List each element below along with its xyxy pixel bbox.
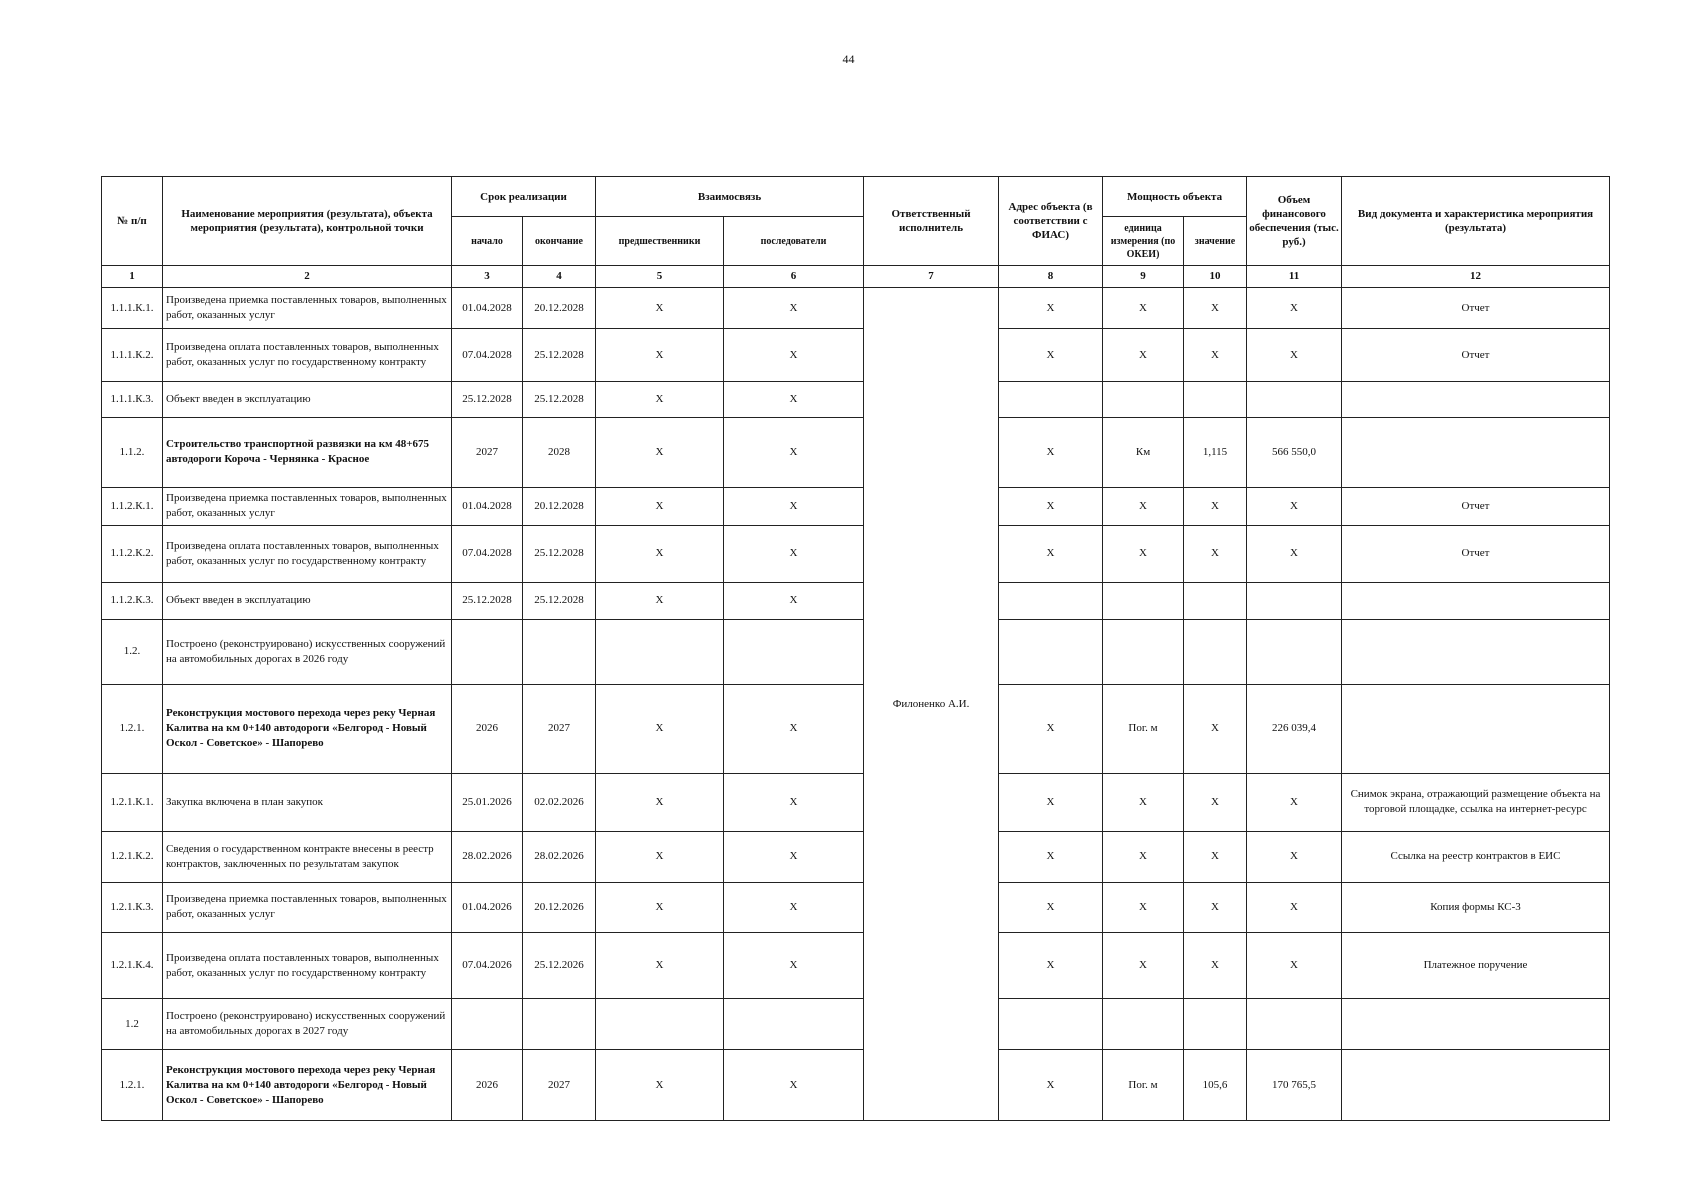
row-value: X	[1184, 328, 1247, 382]
row-end: 20.12.2026	[523, 883, 596, 933]
row-successors: X	[724, 328, 864, 382]
row-number: 1.2.1.К.1.	[102, 773, 163, 831]
row-number: 1.2.1.К.2.	[102, 831, 163, 883]
row-unit: X	[1103, 883, 1184, 933]
row-number: 1.1.1.К.3.	[102, 382, 163, 417]
table-row	[102, 932, 1610, 999]
row-start: 01.04.2026	[452, 883, 523, 933]
column-number: 12	[1342, 266, 1610, 288]
column-number: 9	[1103, 266, 1184, 288]
row-name: Строительство транспортной развязки на км 48+675 автодороги Короча - Чернянка - Красное	[163, 417, 452, 487]
row-finance: X	[1247, 831, 1342, 883]
row-number: 1.1.1.К.2.	[102, 328, 163, 382]
row-value	[1184, 620, 1247, 685]
row-unit	[1103, 620, 1184, 685]
row-value: X	[1184, 883, 1247, 933]
row-start: 25.12.2028	[452, 582, 523, 619]
row-successors: X	[724, 684, 864, 773]
column-number: 5	[596, 266, 724, 288]
row-finance: X	[1247, 487, 1342, 525]
row-address	[999, 382, 1103, 417]
row-end: 25.12.2028	[523, 582, 596, 619]
table-row	[102, 773, 1610, 831]
row-successors: X	[724, 382, 864, 417]
row-address	[999, 582, 1103, 619]
header-link-group: Взаимосвязь	[596, 177, 864, 217]
row-start: 01.04.2028	[452, 288, 523, 328]
row-predecessors: X	[596, 288, 724, 328]
row-name: Сведения о государственном контракте внесены в реестр контрактов, заключенных по результатам закупок	[163, 831, 452, 883]
column-number: 8	[999, 266, 1103, 288]
row-doc-type	[1342, 999, 1610, 1050]
table-row	[102, 487, 1610, 525]
row-successors: X	[724, 1050, 864, 1121]
row-name: Произведена оплата поставленных товаров, выполненных работ, оказанных услуг по государственному контракту	[163, 932, 452, 999]
table-row	[102, 999, 1610, 1050]
row-address: X	[999, 1050, 1103, 1121]
row-number: 1.2	[102, 999, 163, 1050]
row-doc-type: Копия формы КС-3	[1342, 883, 1610, 933]
row-unit: X	[1103, 487, 1184, 525]
row-address: X	[999, 487, 1103, 525]
header-start: начало	[452, 217, 523, 266]
row-finance: X	[1247, 288, 1342, 328]
page-number: 44	[842, 52, 855, 66]
header-executor: Ответственный исполнитель	[864, 177, 999, 266]
header-capacity-group: Мощность объекта	[1103, 177, 1247, 217]
row-start: 2026	[452, 1050, 523, 1121]
row-start: 25.01.2026	[452, 773, 523, 831]
row-predecessors: X	[596, 417, 724, 487]
row-name: Реконструкция мостового перехода через реку Черная Калитва на км 0+140 автодороги «Белгород - Новый Оскол - Советское» - Шапорево	[163, 684, 452, 773]
row-number: 1.2.	[102, 620, 163, 685]
row-value: 105,6	[1184, 1050, 1247, 1121]
table-row	[102, 831, 1610, 883]
table-row	[102, 1050, 1610, 1121]
column-number: 4	[523, 266, 596, 288]
table-row	[102, 382, 1610, 417]
row-end: 20.12.2028	[523, 288, 596, 328]
row-predecessors: X	[596, 831, 724, 883]
row-finance	[1247, 620, 1342, 685]
executor-cell: Филоненко А.И.	[864, 288, 999, 1121]
row-finance: X	[1247, 932, 1342, 999]
row-value: X	[1184, 831, 1247, 883]
row-successors: X	[724, 526, 864, 583]
row-successors: X	[724, 932, 864, 999]
column-number: 3	[452, 266, 523, 288]
row-unit: X	[1103, 288, 1184, 328]
row-number: 1.2.1.	[102, 684, 163, 773]
row-doc-type: Отчет	[1342, 526, 1610, 583]
row-finance: X	[1247, 328, 1342, 382]
header-value: значение	[1184, 217, 1247, 266]
header-row-1	[102, 177, 1610, 217]
row-finance: X	[1247, 526, 1342, 583]
row-unit: Пог. м	[1103, 684, 1184, 773]
row-unit: X	[1103, 831, 1184, 883]
row-start	[452, 620, 523, 685]
row-address: X	[999, 328, 1103, 382]
row-finance	[1247, 382, 1342, 417]
row-unit: X	[1103, 932, 1184, 999]
row-name: Произведена приемка поставленных товаров, выполненных работ, оказанных услуг	[163, 288, 452, 328]
row-finance: X	[1247, 773, 1342, 831]
row-end	[523, 999, 596, 1050]
row-value: X	[1184, 773, 1247, 831]
row-start	[452, 999, 523, 1050]
row-finance: 170 765,5	[1247, 1050, 1342, 1121]
row-predecessors	[596, 999, 724, 1050]
row-finance	[1247, 582, 1342, 619]
row-number: 1.2.1.К.4.	[102, 932, 163, 999]
header-number: № п/п	[102, 177, 163, 266]
row-value: 1,115	[1184, 417, 1247, 487]
row-number: 1.2.1.К.3.	[102, 883, 163, 933]
row-unit	[1103, 999, 1184, 1050]
row-successors: X	[724, 883, 864, 933]
row-predecessors	[596, 620, 724, 685]
header-term-group: Срок реализации	[452, 177, 596, 217]
row-start: 25.12.2028	[452, 382, 523, 417]
row-start: 28.02.2026	[452, 831, 523, 883]
row-predecessors: X	[596, 328, 724, 382]
row-address: X	[999, 883, 1103, 933]
row-value	[1184, 582, 1247, 619]
row-end: 25.12.2028	[523, 526, 596, 583]
table-row	[102, 328, 1610, 382]
row-address: X	[999, 684, 1103, 773]
row-number: 1.1.2.К.1.	[102, 487, 163, 525]
row-successors: X	[724, 831, 864, 883]
table-row	[102, 684, 1610, 773]
row-successors: X	[724, 582, 864, 619]
row-doc-type: Отчет	[1342, 487, 1610, 525]
row-successors: X	[724, 487, 864, 525]
row-value: X	[1184, 684, 1247, 773]
row-doc-type	[1342, 382, 1610, 417]
row-unit: X	[1103, 773, 1184, 831]
row-name: Построено (реконструировано) искусственных сооружений на автомобильных дорогах в 2026 году	[163, 620, 452, 685]
row-address: X	[999, 932, 1103, 999]
row-name: Произведена оплата поставленных товаров, выполненных работ, оказанных услуг по государственному контракту	[163, 526, 452, 583]
row-doc-type: Отчет	[1342, 328, 1610, 382]
row-finance: 566 550,0	[1247, 417, 1342, 487]
row-end: 2027	[523, 684, 596, 773]
row-doc-type: Снимок экрана, отражающий размещение объекта на торговой площадке, ссылка на интернет-ресурс	[1342, 773, 1610, 831]
row-value: X	[1184, 526, 1247, 583]
row-start: 07.04.2028	[452, 328, 523, 382]
header-predecessors: предшественники	[596, 217, 724, 266]
row-end: 2027	[523, 1050, 596, 1121]
table-row	[102, 883, 1610, 933]
header-name: Наименование мероприятия (результата), объекта мероприятия (результата), контрольной точки	[163, 177, 452, 266]
column-number: 1	[102, 266, 163, 288]
row-predecessors: X	[596, 684, 724, 773]
row-address	[999, 620, 1103, 685]
column-number: 6	[724, 266, 864, 288]
row-value	[1184, 382, 1247, 417]
row-doc-type	[1342, 684, 1610, 773]
plan-table	[101, 176, 1610, 1121]
table-row	[102, 417, 1610, 487]
table-row	[102, 620, 1610, 685]
header-finance: Объем финансового обеспечения (тыс. руб.)	[1247, 177, 1342, 266]
row-predecessors: X	[596, 582, 724, 619]
row-predecessors: X	[596, 487, 724, 525]
row-predecessors: X	[596, 382, 724, 417]
row-name: Произведена оплата поставленных товаров, выполненных работ, оказанных услуг по государственному контракту	[163, 328, 452, 382]
row-unit	[1103, 382, 1184, 417]
row-end: 20.12.2028	[523, 487, 596, 525]
table-row	[102, 288, 1610, 328]
row-value	[1184, 999, 1247, 1050]
row-end: 25.12.2026	[523, 932, 596, 999]
row-end: 25.12.2028	[523, 328, 596, 382]
row-doc-type	[1342, 582, 1610, 619]
table-row	[102, 526, 1610, 583]
row-number: 1.1.2.К.2.	[102, 526, 163, 583]
row-number: 1.1.2.К.3.	[102, 582, 163, 619]
header-doc-type: Вид документа и характеристика мероприятия (результата)	[1342, 177, 1610, 266]
row-end: 2028	[523, 417, 596, 487]
row-address: X	[999, 417, 1103, 487]
row-finance: X	[1247, 883, 1342, 933]
row-start: 07.04.2028	[452, 526, 523, 583]
row-end: 25.12.2028	[523, 382, 596, 417]
row-predecessors: X	[596, 932, 724, 999]
row-end: 02.02.2026	[523, 773, 596, 831]
row-successors	[724, 999, 864, 1050]
row-predecessors: X	[596, 526, 724, 583]
row-name: Произведена приемка поставленных товаров, выполненных работ, оказанных услуг	[163, 487, 452, 525]
row-start: 01.04.2028	[452, 487, 523, 525]
row-unit: Пог. м	[1103, 1050, 1184, 1121]
row-number: 1.1.2.	[102, 417, 163, 487]
header-address: Адрес объекта (в соответствии с ФИАС)	[999, 177, 1103, 266]
row-address: X	[999, 526, 1103, 583]
row-doc-type	[1342, 1050, 1610, 1121]
row-value: X	[1184, 288, 1247, 328]
row-doc-type	[1342, 417, 1610, 487]
row-unit: X	[1103, 328, 1184, 382]
row-name: Объект введен в эксплуатацию	[163, 382, 452, 417]
row-value: X	[1184, 932, 1247, 999]
row-end: 28.02.2026	[523, 831, 596, 883]
row-predecessors: X	[596, 1050, 724, 1121]
row-unit: X	[1103, 526, 1184, 583]
column-number-row	[102, 266, 1610, 288]
row-end	[523, 620, 596, 685]
column-number: 10	[1184, 266, 1247, 288]
row-doc-type: Платежное поручение	[1342, 932, 1610, 999]
row-address	[999, 999, 1103, 1050]
row-doc-type	[1342, 620, 1610, 685]
row-successors: X	[724, 773, 864, 831]
row-unit	[1103, 582, 1184, 619]
row-predecessors: X	[596, 773, 724, 831]
column-number: 7	[864, 266, 999, 288]
table-row	[102, 582, 1610, 619]
row-value: X	[1184, 487, 1247, 525]
row-predecessors: X	[596, 883, 724, 933]
row-name: Реконструкция мостового перехода через реку Черная Калитва на км 0+140 автодороги «Белгород - Новый Оскол - Советское» - Шапорево	[163, 1050, 452, 1121]
row-unit: Км	[1103, 417, 1184, 487]
row-number: 1.1.1.К.1.	[102, 288, 163, 328]
header-successors: последователи	[724, 217, 864, 266]
row-finance	[1247, 999, 1342, 1050]
header-unit: единица измерения (по ОКЕИ)	[1103, 217, 1184, 266]
row-doc-type: Отчет	[1342, 288, 1610, 328]
row-finance: 226 039,4	[1247, 684, 1342, 773]
row-successors	[724, 620, 864, 685]
row-address: X	[999, 773, 1103, 831]
row-start: 2027	[452, 417, 523, 487]
row-successors: X	[724, 288, 864, 328]
column-number: 2	[163, 266, 452, 288]
row-name: Построено (реконструировано) искусственных сооружений на автомобильных дорогах в 2027 году	[163, 999, 452, 1050]
row-start: 07.04.2026	[452, 932, 523, 999]
row-name: Объект введен в эксплуатацию	[163, 582, 452, 619]
row-name: Закупка включена в план закупок	[163, 773, 452, 831]
row-address: X	[999, 831, 1103, 883]
row-address: X	[999, 288, 1103, 328]
row-start: 2026	[452, 684, 523, 773]
row-doc-type: Ссылка на реестр контрактов в ЕИС	[1342, 831, 1610, 883]
row-number: 1.2.1.	[102, 1050, 163, 1121]
column-number: 11	[1247, 266, 1342, 288]
row-successors: X	[724, 417, 864, 487]
header-end: окончание	[523, 217, 596, 266]
row-name: Произведена приемка поставленных товаров, выполненных работ, оказанных услуг	[163, 883, 452, 933]
